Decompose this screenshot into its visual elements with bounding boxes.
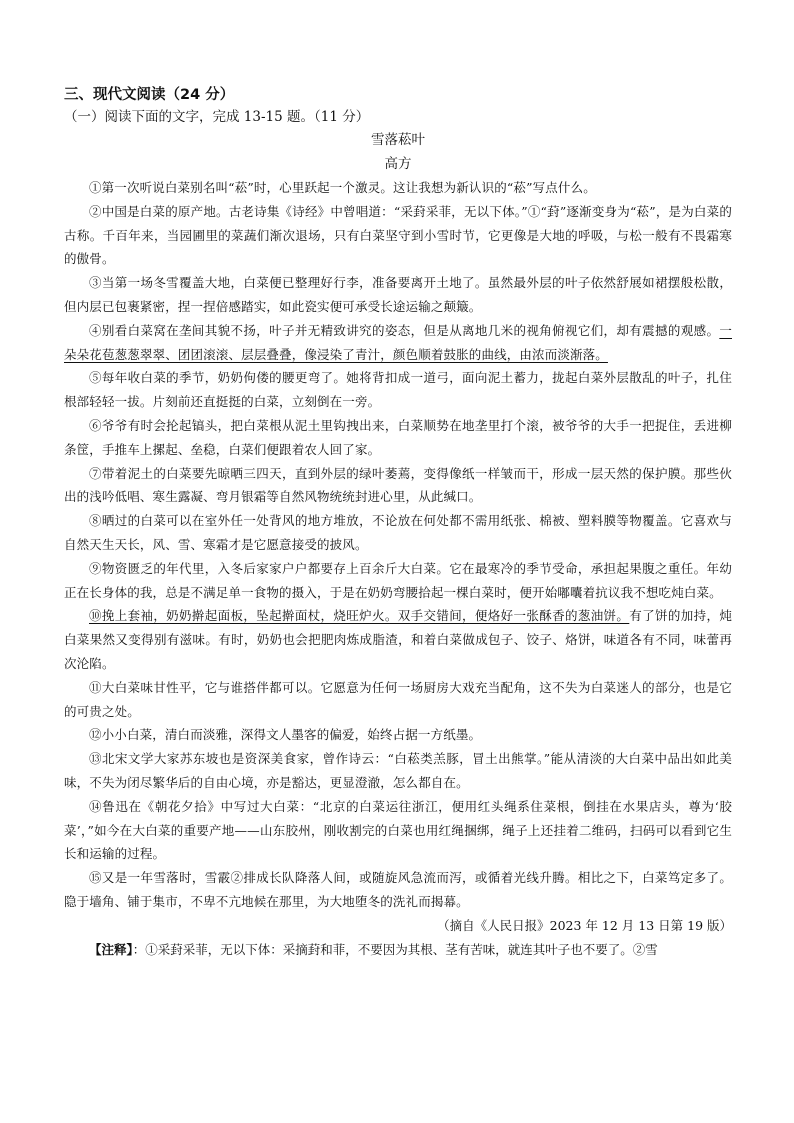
question-instruction: （一）阅读下面的文字，完成 13-15 题。（11 分） (64, 109, 370, 125)
article-title: 雪落菘叶 (371, 132, 425, 148)
article-paragraph: ⑨物资匮乏的年代里，入冬后家家户户都要存上百余斤大白菜。它在最寒冷的季节受命，承担起果腹之重任。年幼正在长身体的我，总是不满足单一食物的摄入，于是在奶奶弯腰拾起一棵白菜时，便开始嘟囔着抗议我不想吃炖白菜。 (64, 560, 732, 600)
article-paragraph: ①第一次听说白菜别名叫“菘”时，心里跃起一个激灵。这让我想为新认识的“菘”写点什么。 (89, 180, 596, 195)
notes (64, 938, 732, 962)
article-paragraph: ③当第一场冬雪覆盖大地，白菜便已整理好行李，准备要离开土地了。虽然最外层的叶子依然舒展如裙摆般松散，但内层已包裹紧密，捏一捏倍感踏实，如此瓷实便可承受长途运输之颠簸。 (64, 275, 732, 314)
underlined-sentence: 一朵朵花苞葱葱翠翠、团团滚滚、层层叠叠，像浸染了青汁，颜色顺着鼓胀的曲线，由浓而淡渐落。 (64, 322, 732, 362)
paragraph-text: ④别看白菜窝在垄间其貌不扬，叶子并无精致讲究的姿态，但是从离地几米的视角俯视它们，却有震撼的观感。 (89, 322, 720, 338)
article-paragraph: ⑤每年收白菜的季节，奶奶佝偻的腰更弯了。她将背扣成一道弓，面向泥土蓄力，拢起白菜外层散乱的叶子，扎住根部轻轻一拔。片刻前还直挺挺的白菜，立刻倒在一旁。 (64, 370, 732, 410)
article-paragraph: ⑬北宋文学大家苏东坡也是资深美食家，曾作诗云：“白菘类羔豚，冒土出熊掌。”能从清淡的大白菜中品出如此美味，不失为闭尽繁华后的自由心境，亦是豁达，更显澄澈，怎么都自在。 (64, 751, 732, 790)
article-paragraph (64, 604, 732, 675)
notes-text: ：①采葑采菲，无以下体：采摘葑和菲，不要因为其根、茎有苦味，就连其叶子也不要了。②雪 (132, 941, 658, 957)
article-paragraph: ②中国是白菜的原产地。古老诗集《诗经》中曾唱道：“采葑采菲，无以下体。”①“葑”逐渐变身为“菘”，是为白菜的古称。千百年来，当园圃里的菜蔬们渐次退场，只有白菜坚守到小雪时节，它更像是大地的呼吸，与松一般有不畏霜寒的傲骨。 (64, 203, 732, 267)
article-paragraph (64, 319, 732, 367)
article-paragraph: ⑦带着泥土的白菜要先晾晒三四天，直到外层的绿叶萎蔫，变得像纸一样皱而干，形成一层天然的保护膜。那些伙出的浅吟低唱、寒生露凝、弯月银霜等自然风物统统封进心里，从此缄口。 (64, 465, 732, 505)
article-paragraph: ⑪大白菜味甘性平，它与谁搭伴都可以。它愿意为任何一场厨房大戏充当配角，这不失为白菜迷人的部分，也是它的可贵之处。 (64, 679, 732, 719)
article-body (64, 176, 732, 914)
paragraph-text: 有了饼的加持，炖白菜果然又变得别有滋味。有时，奶奶也会把肥肉炼成脂渣，和着白菜做成包子、饺子、烙饼，味道各有不同，味蕾再次沦陷。 (64, 608, 732, 671)
page (64, 84, 732, 962)
article-paragraph: ⑭鲁迅在《朝花夕拾》中写过大白菜：“北京的白菜运往浙江，便用红头绳系住菜根，倒挂在水果店头，尊为‘胶菜’，”如今在大白菜的重要产地——山东胶州，刚收割完的白菜也用红绳捆绑，绳子上还挂着二维码，扫码可以看到它生长和运输的过程。 (64, 798, 732, 862)
article-paragraph: ⑫小小白菜，清白而淡雅，深得文人墨客的偏爱，始终占据一方纸墨。 (89, 727, 482, 743)
article-paragraph: ⑥爷爷有时会抡起镐头，把白菜根从泥土里钩拽出来，白菜顺势在地垄里打个滚，被爷爷的大手一把捉住，丢进柳条筐，手推车上摞起、垒稳，白菜们便跟着农人回了家。 (64, 417, 732, 457)
underlined-sentence: ⑩挽上套袖，奶奶擀起面板，坠起擀面杖，烧旺炉火。双手交错间，便烙好一张酥香的葱油饼。 (89, 608, 630, 624)
article-author: 高方 (384, 156, 412, 172)
article-paragraph: ⑮又是一年雪落时，雪霰②排成长队降落人间，或随旋风急流而泻，或循着光线升腾。相比之下，白菜笃定多了。隐于墙角、铺于集市，不卑不亢地候在那里，为大地堕冬的洗礼而揭幕。 (64, 870, 732, 909)
article-paragraph: ⑧晒过的白菜可以在室外任一处背风的地方堆放，不论放在何处都不需用纸张、棉被、塑料膜等物覆盖。它喜欢与自然天生天长，风、雪、寒霜才是它愿意接受的披风。 (64, 513, 732, 552)
section-title: 三、现代文阅读（24 分） (64, 87, 235, 103)
article-source: （摘自《人民日报》2023 年 12 月 13 日第 19 版） (437, 917, 732, 933)
notes-label: 【注释】 (89, 941, 133, 957)
